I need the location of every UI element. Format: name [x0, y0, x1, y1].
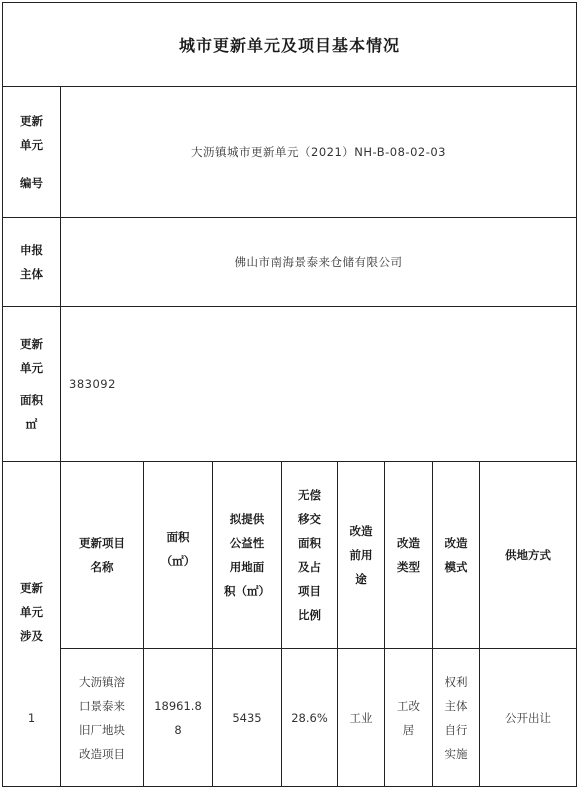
row-index: 1 [3, 649, 60, 786]
header-transfer-ratio: 无偿 移交 面积 及占 项目 比例 [298, 488, 321, 622]
applicant-label [3, 218, 60, 306]
unit-area-value: 383092 [69, 377, 116, 391]
cell-land-supply: 公开出让 [505, 710, 551, 725]
cell-prior-use: 工业 [349, 710, 373, 725]
label-line: 更新 [20, 337, 43, 351]
header-project-name: 更新项目 名称 [79, 536, 125, 574]
project-info-table [2, 2, 577, 787]
cell-transfer-ratio: 28.6% [291, 710, 328, 725]
label-line: ㎡ [25, 417, 38, 431]
cell-renewal-mode: 权利 主体 自行 实施 [444, 674, 468, 761]
cell-project-name: 大沥镇溶 口景泰来 旧厂地块 改造项目 [79, 674, 125, 761]
label-line: 更新 [20, 114, 43, 128]
label-line: 申报 [20, 243, 43, 257]
unit-area-label [3, 307, 60, 461]
header-renewal-type: 改造 类型 [397, 536, 420, 574]
unit-code-label [3, 87, 60, 217]
label-line: 单元 [20, 138, 43, 152]
page-title: 城市更新单元及项目基本情况 [178, 36, 400, 55]
header-public-land-area: 拟提供 公益性 用地面 积（㎡） [224, 512, 270, 598]
header-land-supply: 供地方式 [505, 548, 551, 562]
cell-public-land-area: 5435 [232, 710, 262, 725]
label-line: 更新 [20, 581, 43, 595]
unit-code-value: 大沥镇城市更新单元（2021）NH-B-08-02-03 [191, 145, 446, 159]
applicant-value: 佛山市南海景泰来仓储有限公司 [234, 255, 403, 269]
label-line: 涉及 [20, 629, 43, 643]
header-renewal-mode: 改造 模式 [444, 536, 468, 574]
label-line: 编号 [20, 176, 43, 190]
label-line: 主体 [20, 267, 43, 281]
label-line: 面积 [20, 393, 43, 407]
header-area: 面积 （㎡） [160, 530, 196, 568]
cell-area: 18961.8 8 [154, 698, 202, 737]
label-line: 单元 [20, 605, 43, 619]
cell-renewal-type: 工改 居 [397, 698, 420, 737]
label-line: 单元 [20, 361, 43, 375]
header-prior-use: 改造 前用 途 [349, 524, 373, 586]
